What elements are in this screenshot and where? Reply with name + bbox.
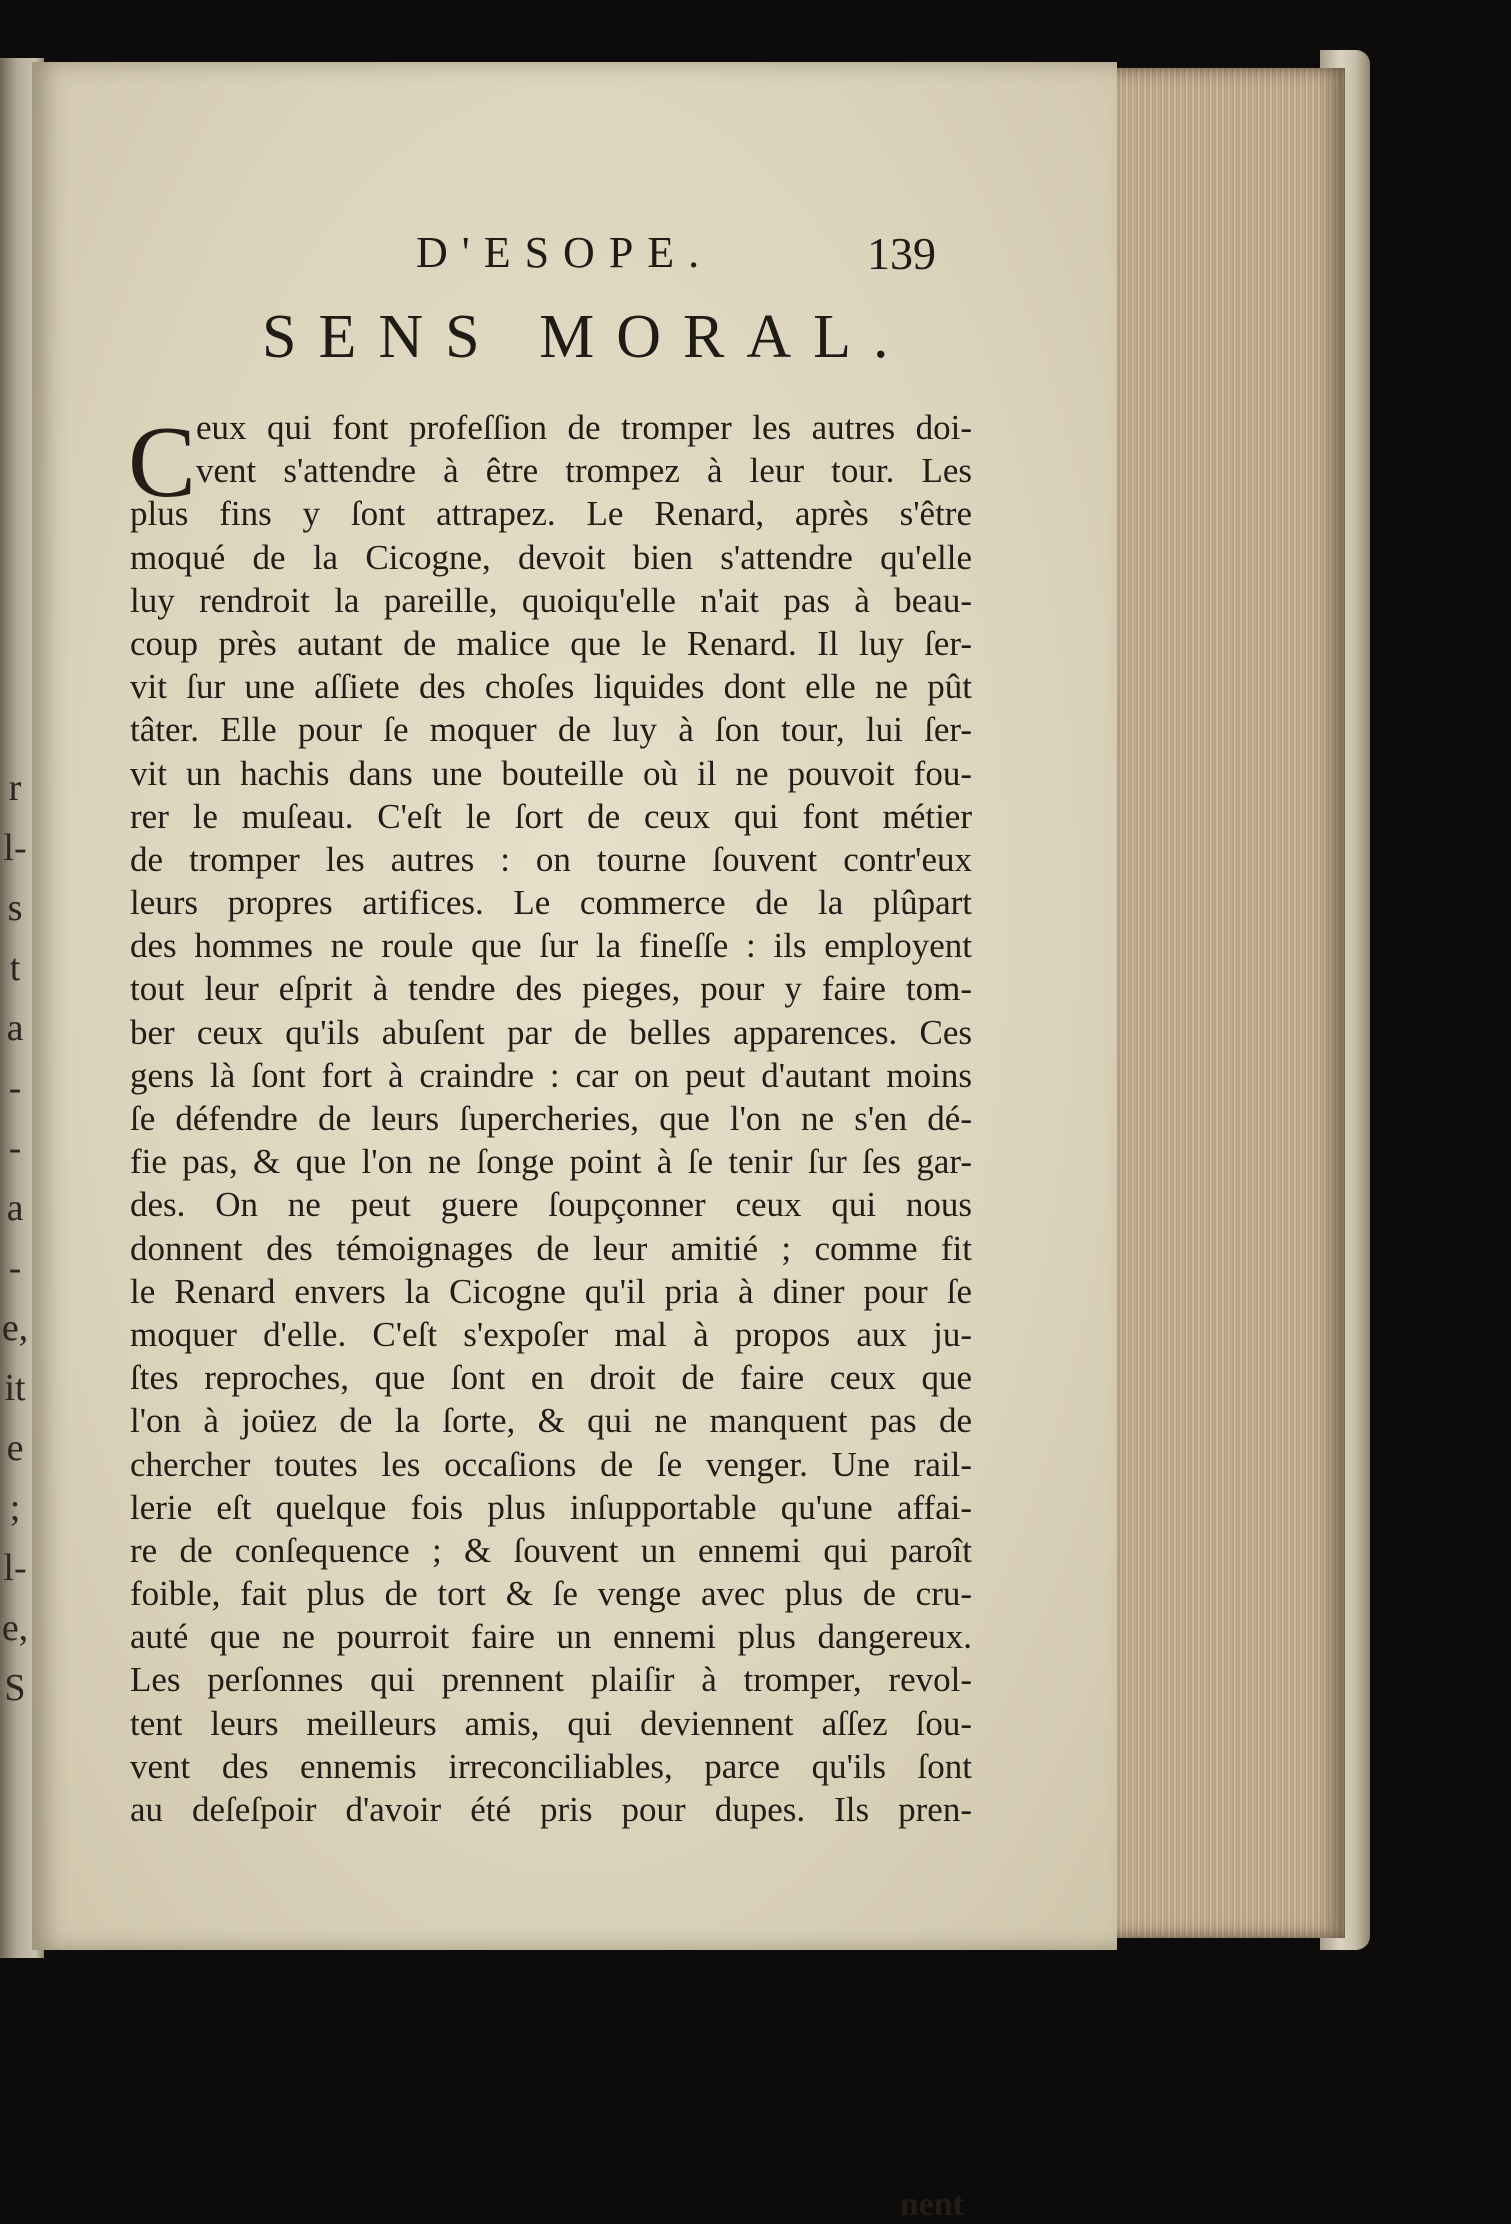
text-line: leurs propres artifices. Le commerce de la plûpart <box>130 883 972 923</box>
text-line: coup près autant de malice que le Renard. Il luy ſer- <box>130 623 972 663</box>
margin-char: e, <box>1 1607 29 1649</box>
text-line: au deſeſpoir d'avoir été pris pour dupes. Ils pren- <box>130 1790 972 1829</box>
text-line: gens là ſont fort à craindre : car on peut d'autant moins <box>130 1055 972 1095</box>
margin-char: - <box>8 1127 22 1169</box>
text-line: re de conſequence ; & ſouvent un ennemi qui paroît <box>130 1530 972 1570</box>
text-line: donnent des témoignages de leur amitié ; comme fit <box>130 1228 972 1268</box>
margin-char: - <box>8 1067 22 1109</box>
text-line: Les perſonnes qui prennent plaiſir à tromper, revol- <box>130 1660 972 1700</box>
text-line: fie pas, & que l'on ne ſonge point à ſe tenir ſur ſes gar- <box>130 1142 972 1182</box>
text-line: tout leur eſprit à tendre des pieges, pour y faire tom- <box>130 969 972 1009</box>
text-line: lerie eſt quelque fois plus inſupportable qu'une affai- <box>130 1487 972 1527</box>
text-line: tent leurs meilleurs amis, qui deviennent aſſez ſou- <box>130 1703 972 1743</box>
catchword: nent <box>899 2186 964 2223</box>
text-line: de tromper les autres : on tourne ſouvent contr'eux <box>130 839 972 879</box>
text-line: auté que ne pourroit faire un ennemi plus dangereux. <box>130 1617 972 1657</box>
text-line: luy rendroit la pareille, quoiqu'elle n'ait pas à beau- <box>130 580 972 620</box>
text-line: foible, fait plus de tort & ſe venge avec plus de cru- <box>130 1574 972 1614</box>
margin-char: l- <box>3 827 27 869</box>
text-line: tâter. Elle pour ſe moquer de luy à ſon tour, lui ſer- <box>130 710 972 750</box>
text-line: vent des ennemis irreconciliables, parce qu'ils ſont <box>130 1746 972 1786</box>
page-fore-edge <box>1105 68 1345 1938</box>
text-line: rer le muſeau. C'eſt le ſort de ceux qui font métier <box>130 796 972 836</box>
page-header <box>32 227 1117 283</box>
margin-char: e <box>6 1427 24 1469</box>
text-line: le Renard envers la Cicogne qu'il pria à diner pour ſe <box>130 1271 972 1311</box>
margin-char: e, <box>1 1307 29 1349</box>
drop-cap: C <box>128 406 197 519</box>
text-line: ſe défendre de leurs ſupercheries, que l'on ne s'en dé- <box>130 1099 972 1138</box>
margin-char: r <box>8 767 22 809</box>
margin-char: l- <box>3 1547 27 1589</box>
text-line: moquer d'elle. C'eſt s'expoſer mal à propos aux ju- <box>130 1314 972 1354</box>
margin-char: - <box>8 1247 22 1289</box>
text-line: ſtes reproches, que ſont en droit de faire ceux que <box>130 1358 972 1398</box>
margin-char: it <box>4 1367 26 1409</box>
margin-char: S <box>4 1667 26 1709</box>
text-line: vit un hachis dans une bouteille où il ne pouvoit fou- <box>130 753 972 793</box>
section-title: SENS MORAL. <box>262 303 911 371</box>
text-line: ber ceux qu'ils abuſent par de belles apparences. Ces <box>130 1012 972 1052</box>
text-line: moqué de la Cicogne, devoit bien s'attendre qu'elle <box>130 537 972 577</box>
running-head: D'ESOPE. <box>416 228 714 277</box>
text-line: eux qui font profeſſion de tromper les autres doi- <box>196 408 972 447</box>
text-line: des hommes ne roule que ſur la fineſſe : ils employent <box>130 926 972 966</box>
margin-char: a <box>6 1187 24 1229</box>
text-line: vit ſur une aſſiete des choſes liquides dont elle ne pût <box>130 667 972 707</box>
body-text <box>128 406 972 2223</box>
margin-char: t <box>9 947 21 989</box>
book-page <box>32 62 1117 2223</box>
left-page-margin-text <box>0 758 30 1718</box>
margin-char: a <box>6 1007 24 1049</box>
text-line: l'on à joüez de la ſorte, & qui ne manquent pas de <box>130 1401 972 1441</box>
page-number: 139 <box>867 228 936 279</box>
text-line: vent s'attendre à être trompez à leur tour. Les <box>196 451 972 491</box>
text-line: des. On ne peut guere ſoupçonner ceux qui nous <box>130 1185 972 1225</box>
margin-char: ; <box>9 1487 21 1529</box>
margin-char: s <box>7 887 23 929</box>
text-line: chercher toutes les occaſions de ſe venger. Une rail- <box>130 1444 972 1484</box>
text-line: plus fins y ſont attrapez. Le Renard, après s'être <box>130 494 972 534</box>
